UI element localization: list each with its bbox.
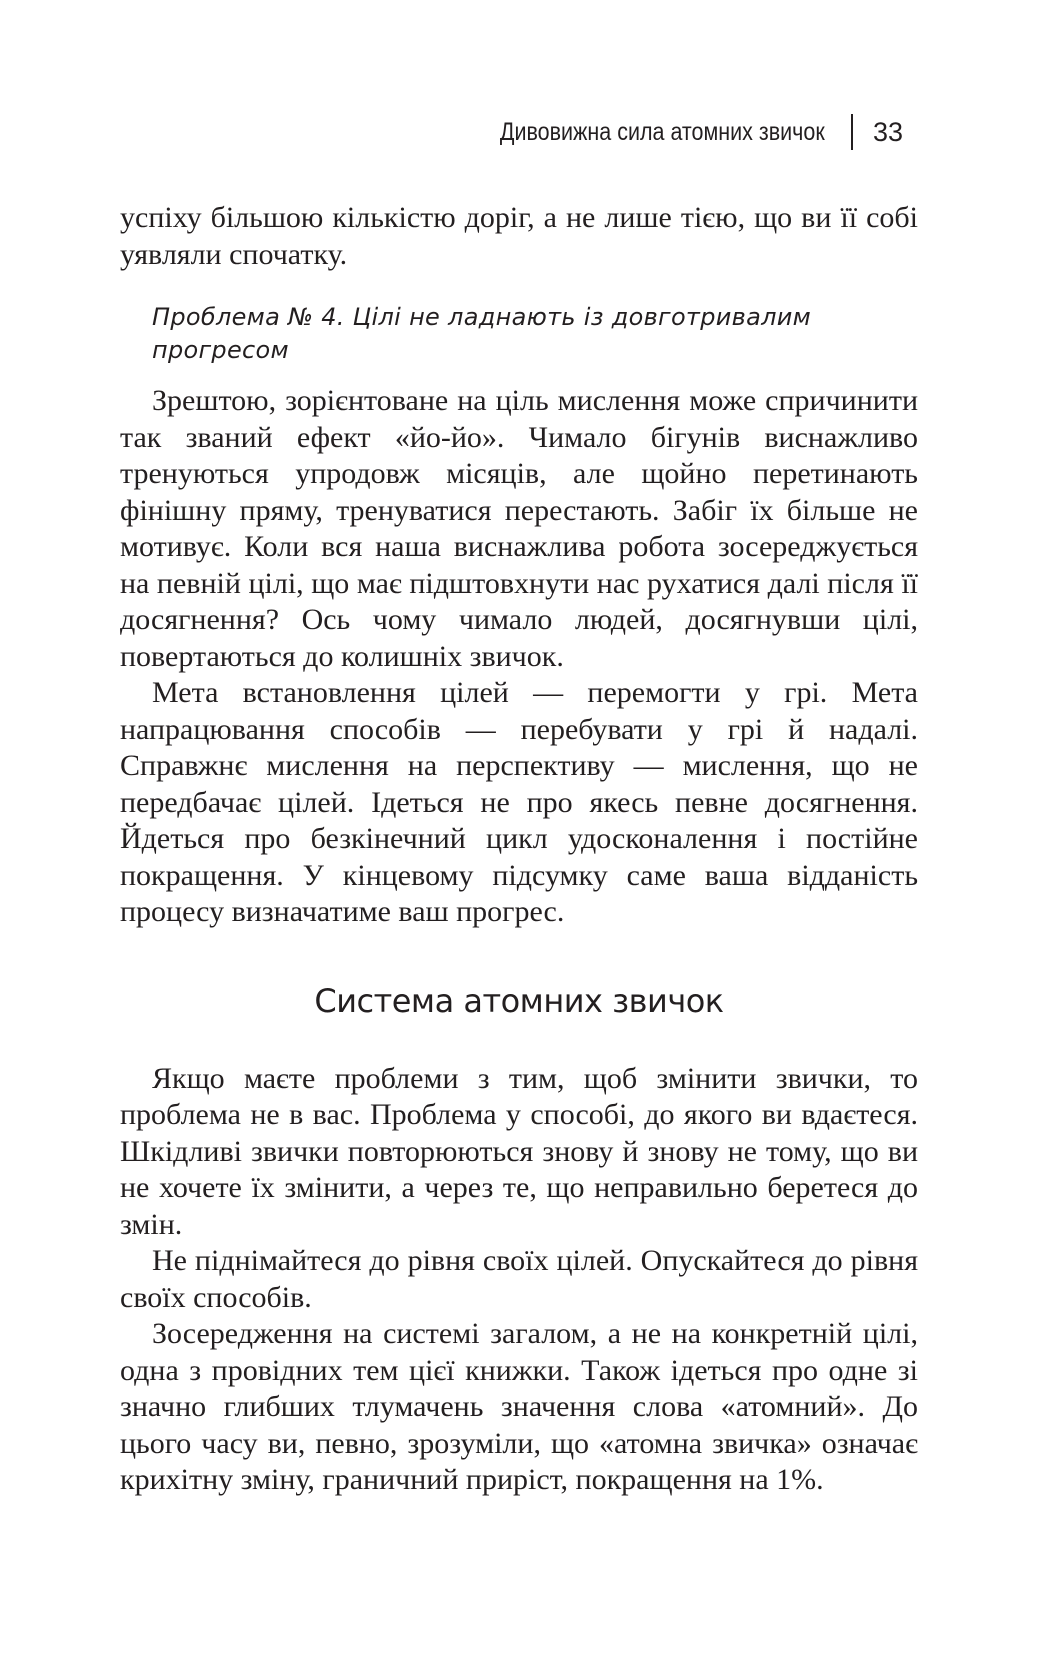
page-number: 33	[872, 116, 903, 147]
body-paragraph: Мета встановлення цілей — перемогти у грі. Мета напрацювання способів — перебувати у грі й надалі. Справжнє мислення на перспективу — мислення, що не передбачає цілей. Ідеться не про якесь певне досягнення. Йдеться про безкінечний цикл удосконалення і постійне покращення. У кінцевому підсумку саме ваша відданість процесу визначатиме ваш прогрес.	[120, 676, 918, 928]
section-heading: Система атомних звичок	[314, 981, 724, 1020]
running-title: Дивовижна сила атомних звичок	[500, 117, 825, 146]
page-body	[120, 200, 918, 1499]
running-header	[447, 112, 903, 152]
problem-4-heading: Проблема № 4. Цілі не ладнають із довготривалим прогресом	[152, 303, 812, 364]
continued-paragraph: успіху більшою кількістю доріг, а не лише тією, що ви її собі уявляли спочатку.	[120, 201, 918, 271]
body-paragraph: Не піднімайтеся до рівня своїх цілей. Опускайтеся до рівня своїх способів.	[120, 1244, 918, 1314]
body-paragraph: Зосередження на системі загалом, а не на конкретній цілі, одна з провідних тем цієї книжки. Також ідеться про одне зі значно глибших тлумачень значення слова «атомний». До цього часу ви, певно, зрозуміли, що «атомна звичка» означає крихітну зміну, граничний приріст, покращення на 1%.	[120, 1317, 918, 1496]
header-divider	[851, 114, 853, 150]
body-paragraph: Зрештою, зорієнтоване на ціль мислення може спричинити так званий ефект «йо-йо». Чимало бігунів виснажливо тренуються упродовж місяців, але щойно перетинають фінішну пряму, тренуватися перестають. Забіг їх більше не мотивує. Коли вся наша виснажлива робота зосереджується на певній цілі, що має підштовхнути нас рухатися далі після її досягнення? Ось чому чимало людей, досягнувши цілі, повертаються до колишніх звичок.	[120, 384, 918, 673]
body-paragraph: Якщо маєте проблеми з тим, щоб змінити звички, то проблема не в вас. Проблема у способі, до якого ви вдаєтеся. Шкідливі звички повторюються знову й знову не тому, що ви не хочете їх змінити, а через те, що неправильно беретеся до змін.	[120, 1061, 918, 1241]
